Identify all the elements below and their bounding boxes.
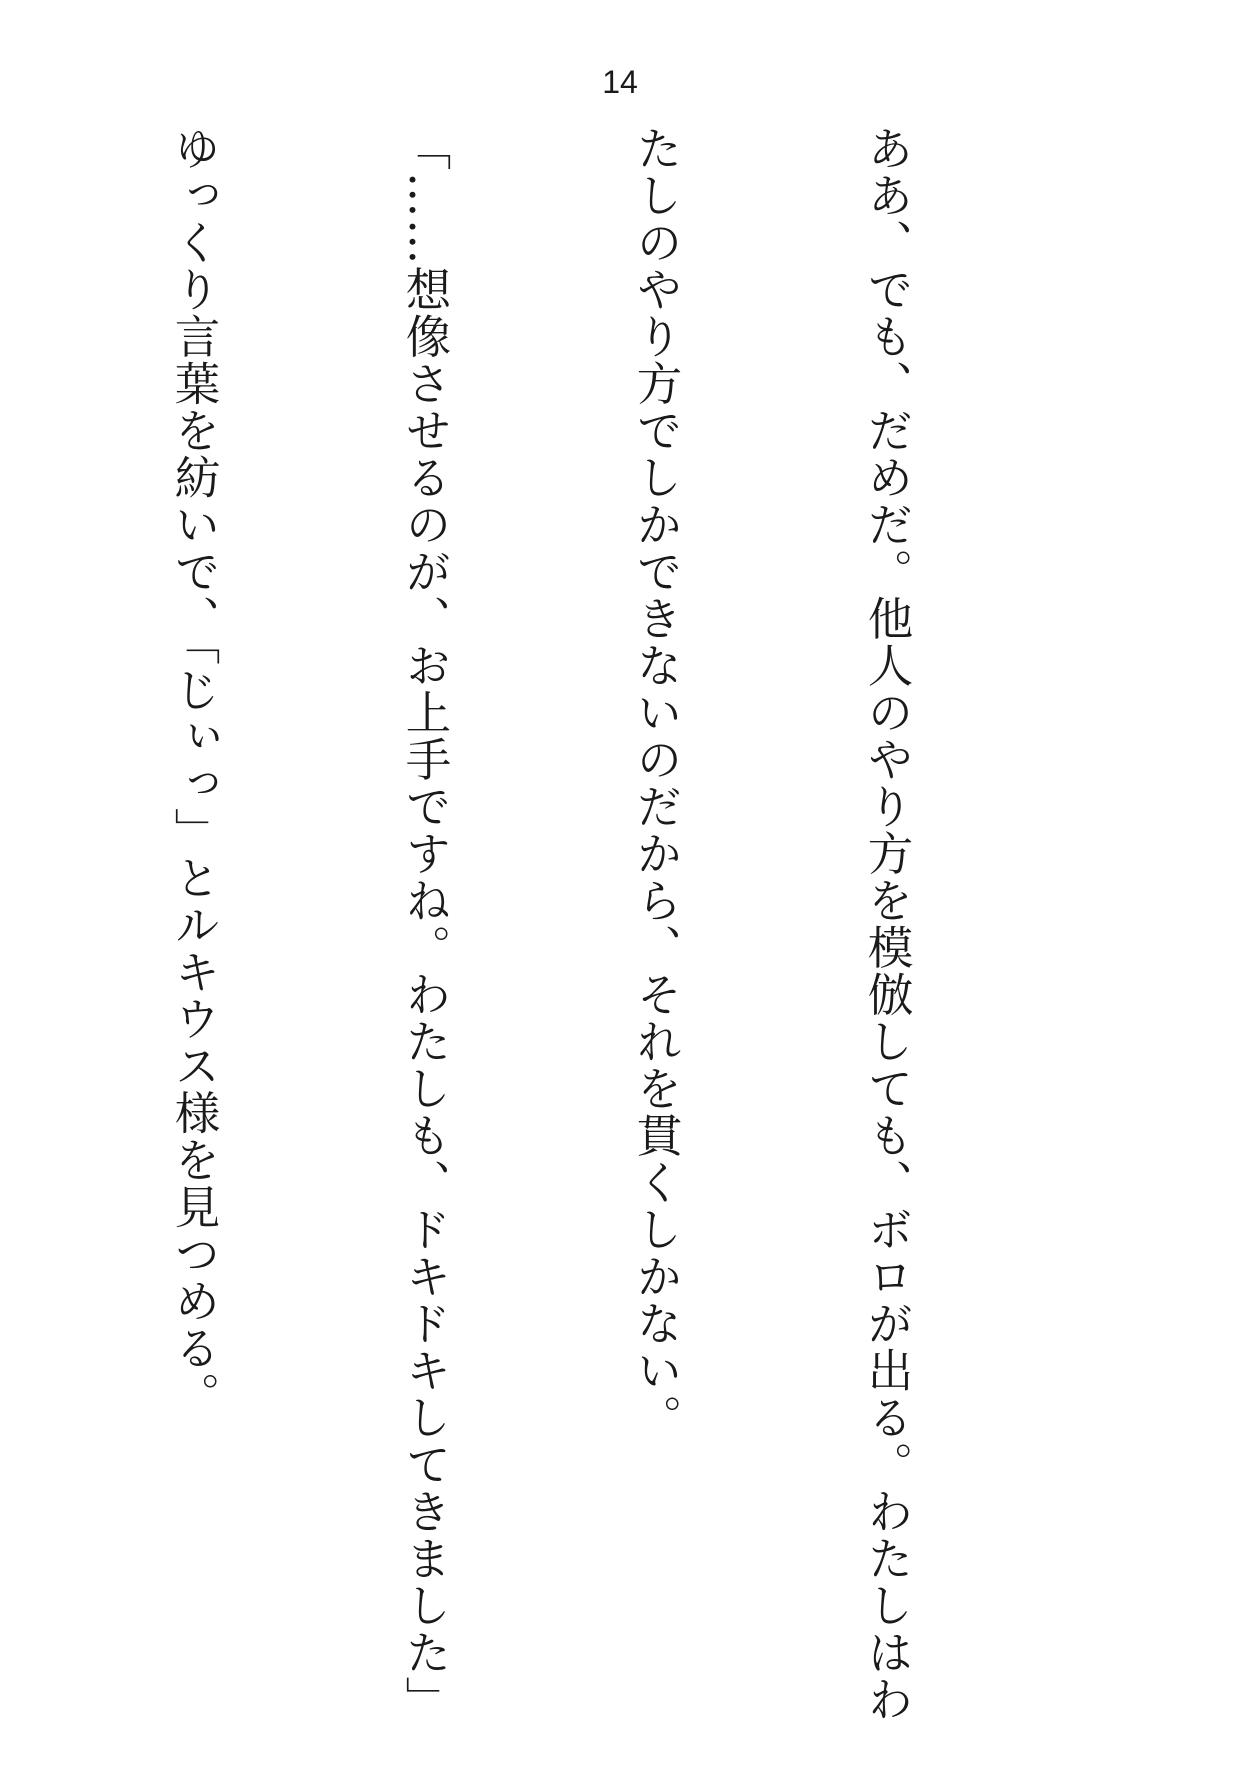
text-line: 「……想像させるのが、お上手ですね。わたしも、ドキドキしてきました」 [399,125,452,1723]
body-text [0,125,1080,1723]
text-line: たしのやり方でしかできないのだから、それを貫くしかない。 [630,125,683,1441]
page-number: 14 [602,64,638,100]
text-line: ゆっくり言葉を紡いで、「じぃっ」とルキウス様を見つめる。 [168,125,221,1419]
text-line: ああ、でも、だめだ。他人のやり方を模倣しても、ボロが出る。わたしはわ [861,125,914,1723]
text-line [0,125,2,1685]
